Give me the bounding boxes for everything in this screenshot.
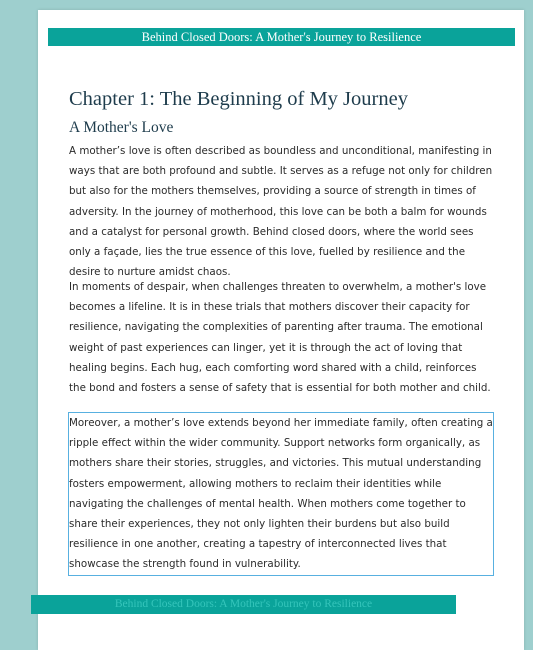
document-page: [38, 10, 524, 650]
paragraph-2: In moments of despair, when challenges threaten to overwhelm, a mother's love becomes a lifeline. It is in these trials that mothers discover their capacity for resilience, navigating the complexities of parenting after trauma. The emotional weight of past experiences can linger, yet it is through the act of loving that healing begins. Each hug, each comforting word shared with a child, reinforces the bond and fosters a sense of safety that is essential for both mother and child.: [69, 281, 491, 395]
section-title: A Mother's Love: [69, 119, 174, 136]
page-header-band: Behind Closed Doors: A Mother's Journey to Resilience: [48, 28, 515, 46]
page-footer-band: Behind Closed Doors: A Mother's Journey to Resilience: [31, 595, 456, 614]
chapter-title: Chapter 1: The Beginning of My Journey: [69, 88, 408, 110]
paragraph-1: A mother’s love is often described as boundless and unconditional, manifesting in ways that are both profound and subtle. It serves as a refuge not only for children but also for the mothers themselves, providing a source of strength in times of adversity. In the journey of motherhood, this love can be both a balm for wounds and a catalyst for personal growth. Behind closed doors, where the world sees only a façade, lies the true essence of this love, fuelled by resilience and the desire to nurture amidst chaos.: [69, 145, 493, 279]
paragraph-3-selected[interactable]: Moreover, a mother’s love extends beyond her immediate family, often creating a ripple effect within the wider community. Support networks form organically, as mothers share their stories, struggles, and victories. This mutual understanding fosters empowerment, allowing mothers to reclaim their identities while navigating the challenges of mental health. When mothers come together to share their experiences, they not only lighten their burdens but also build resilience in one another, creating a tapestry of interconnected lives that showcase the strength found in vulnerability.: [68, 412, 494, 576]
